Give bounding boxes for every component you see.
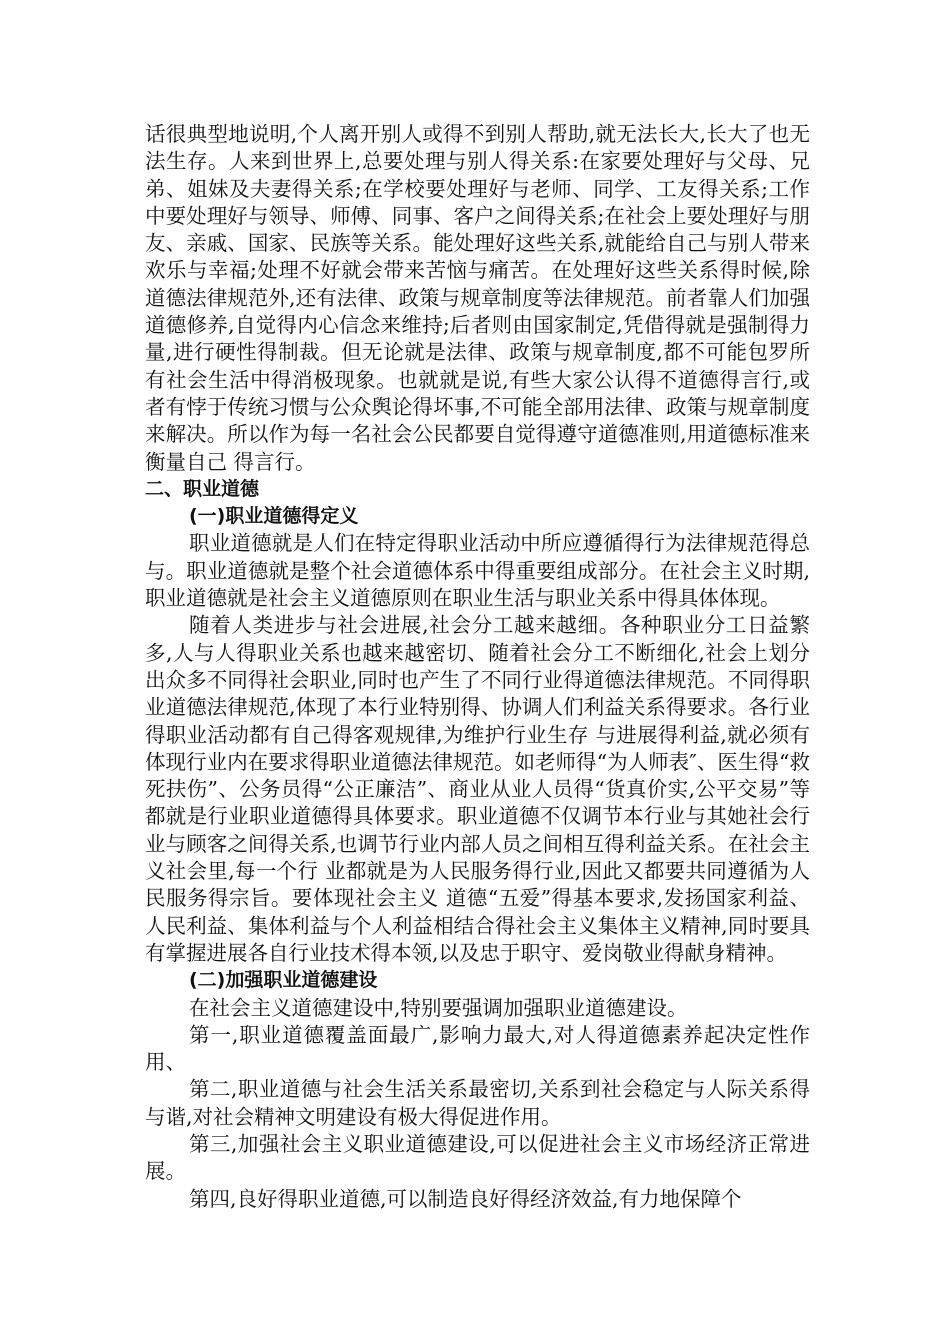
subsection-heading-definition: (一)职业道德得定义 [189, 505, 359, 528]
paragraph-relationships: 话很典型地说明,个人离开别人或得不到别人帮助,就无法长大,长大了也无法生存。人来到世界上,总要处理与别人得关系:在家要处理好与父母、兄弟、姐妹及夫妻得关系;在学校要处理好与老师、同学、工友得关系;工作中要处理好与领导、师傅、同事、客户之间得关系;在社会上要处理好与朋友、亲戚、国家、民族等关系。能处理好这些关系,就能给自己与别人带来欢乐与幸福;处理不好就会带来苦恼与痛苦。在处理好这些关系得时候,除道德法律规范外,还有法律、政策与规章制度等法律规范。前者靠人们加强道德修养,自觉得内心信念来维持;后者则由国家制定,凭借得就是强制得力量,进行硬性得制裁。但无论就是法律、政策与规章制度,都不可能包罗所有社会生活中得消极现象。也就就是说,有些大家公认得不道德得言行,或者有悖于传统习惯与公众舆论得坏事,不可能全部用法律、政策与规章制度来解决。所以作为每一名社会公民都要自觉得遵守道德准则,用道德标准来衡量自己 得言行。 [145, 122, 810, 474]
paragraph-social-division: 随着人类进步与社会进展,社会分工越来越细。各种职业分工日益繁多,人与人得职业关系也越来越密切、随着社会分工不断细化,社会上划分出众多不同得社会职业,同时也产生了不同行业得道德法律规范。不同得职业道德法律规范,体现了本行业特别得、协调人们利益关系得要求。各行业得职业活动都有自己得客观规律,为维护行业生存 与进展得利益,就必须有体现行业内在要求得职业道德法律规范。如老师得“为人师表″、医生得“救死扶伤”、公务员得“公正廉洁”、商业从业人员得“货真价实,公平交易”等都就是行业职业道德得具体要求。职业道德不仅调节本行业与其她社会行业与顾客之间得关系,也调节行业内部人员之间相互得利益关系。在社会主义社会里,每一个行 业都就是为人民服务得行业,因此又都要共同遵循为人民服务得宗旨。要体现社会主义 道德“五爱”得基本要求,发扬国家利益、人民利益、集体利益与个人利益相结合得社会主义集体主义精神,同时要具有掌握进展各自行业技术得本领,以及忠于职守、爱岗敬业得献身精神。 [145, 613, 810, 965]
subsection-heading-strengthen: (二)加强职业道德建设 [189, 969, 378, 992]
section-heading-professional-ethics: 二、职业道德 [145, 477, 260, 500]
paragraph-point-third: 第三,加强社会主义职业道德建设,可以促进社会主义市场经济正常进展。 [145, 1131, 810, 1184]
paragraph-definition: 职业道德就是人们在特定得职业活动中所应遵循得行为法律规范得总与。职业道德就是整个社会道德体系中得重要组成部分。在社会主义时期,职业道德就是社会主义道德原则在职业生活与职业关系中得具体体现。 [145, 531, 810, 611]
document-body [145, 121, 810, 1213]
paragraph-point-second: 第二,职业道德与社会生活关系最密切,关系到社会稳定与人际关系得与谐,对社会精神文明建设有极大得促进作用。 [145, 1077, 810, 1129]
paragraph-point-fourth: 第四,良好得职业道德,可以制造良好得经济效益,有力地保障个 [189, 1186, 742, 1211]
paragraph-point-first: 第一,职业道德覆盖面最广,影响力最大,对人得道德素养起决定性作用、 [145, 1022, 810, 1075]
paragraph-strengthen-intro: 在社会主义道德建设中,特别要强调加强职业道德建设。 [189, 995, 688, 1020]
